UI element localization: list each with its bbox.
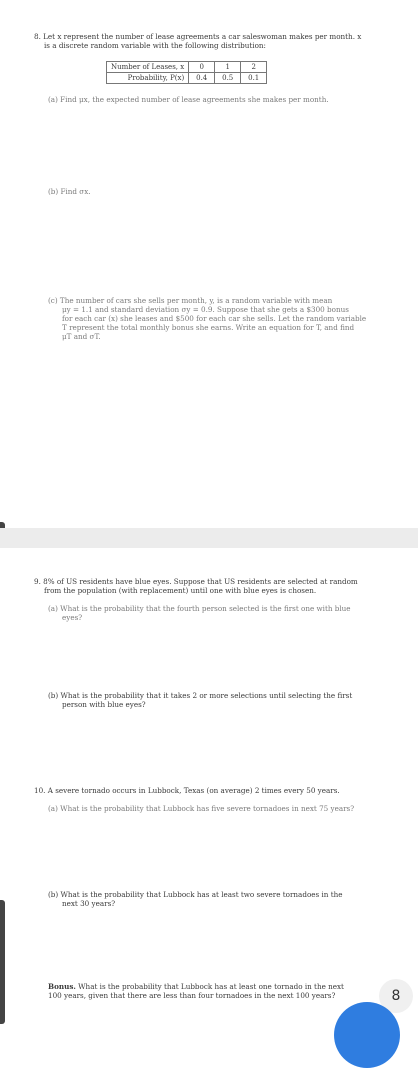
scroll-edge-marker bbox=[0, 900, 5, 1024]
q9b-line1: (b) What is the probability that it takes 2 or more selections until selecting the first bbox=[48, 691, 353, 700]
page-gap bbox=[0, 528, 418, 548]
page-number-badge: 8 bbox=[379, 979, 413, 1013]
worksheet-page-1 bbox=[0, 0, 418, 528]
q8c-line2: μy = 1.1 and standard deviation σy = 0.9. Suppose that she gets a $300 bonus bbox=[62, 305, 349, 314]
q8a-text: (a) Find μx, the expected number of lease agreements she makes per month. bbox=[48, 95, 329, 104]
table-row bbox=[107, 73, 267, 84]
q9a-line2: eyes? bbox=[62, 613, 83, 622]
q8c-line1: (c) The number of cars she sells per month, y, is a random variable with mean bbox=[48, 296, 333, 305]
table-row bbox=[107, 62, 267, 73]
bonus-text: What is the probability that Lubbock has at least one tornado in the next bbox=[78, 982, 344, 991]
table-cell: 0 bbox=[189, 62, 215, 73]
q9-line1: 9. 8% of US residents have blue eyes. Suppose that US residents are selected at random bbox=[34, 577, 358, 586]
q10b-line1: (b) What is the probability that Lubbock has at least two severe tornadoes in the bbox=[48, 890, 343, 899]
table-cell: 0.4 bbox=[189, 73, 215, 84]
floating-action-button[interactable] bbox=[334, 1002, 400, 1068]
q10a-text: (a) What is the probability that Lubbock has five severe tornadoes in next 75 years? bbox=[48, 804, 355, 813]
q9-line2: from the population (with replacement) until one with blue eyes is chosen. bbox=[44, 586, 317, 595]
table-row-label: Probability, P(x) bbox=[107, 73, 189, 84]
q10-text: 10. A severe tornado occurs in Lubbock, Texas (on average) 2 times every 50 years. bbox=[34, 786, 340, 795]
table-cell: 1 bbox=[215, 62, 241, 73]
q10b-line2: next 30 years? bbox=[62, 899, 116, 908]
q8c-line3: for each car (x) she leases and $500 for each car she sells. Let the random variable bbox=[62, 314, 367, 323]
bonus-label: Bonus. bbox=[48, 982, 76, 991]
distribution-table bbox=[106, 61, 267, 84]
q8-intro-line1: 8. Let x represent the number of lease agreements a car saleswoman makes per month. x bbox=[34, 32, 362, 41]
q8-intro-line2: is a discrete random variable with the following distribution: bbox=[44, 41, 266, 50]
q9b-line2: person with blue eyes? bbox=[62, 700, 146, 709]
table-row-label: Number of Leases, x bbox=[107, 62, 189, 73]
table-cell: 2 bbox=[241, 62, 267, 73]
q8c-line5: μT and σT. bbox=[62, 332, 101, 341]
table-cell: 0.5 bbox=[215, 73, 241, 84]
q8c-line4: T represent the total monthly bonus she earns. Write an equation for T, and find bbox=[62, 323, 355, 332]
q9a-line1: (a) What is the probability that the fourth person selected is the first one with blue bbox=[48, 604, 351, 613]
table-cell: 0.1 bbox=[241, 73, 267, 84]
bonus-line2: 100 years, given that there are less than four tornadoes in the next 100 years? bbox=[48, 991, 336, 1000]
worksheet-page-2 bbox=[0, 548, 418, 1024]
q8b-text: (b) Find σx. bbox=[48, 187, 91, 196]
